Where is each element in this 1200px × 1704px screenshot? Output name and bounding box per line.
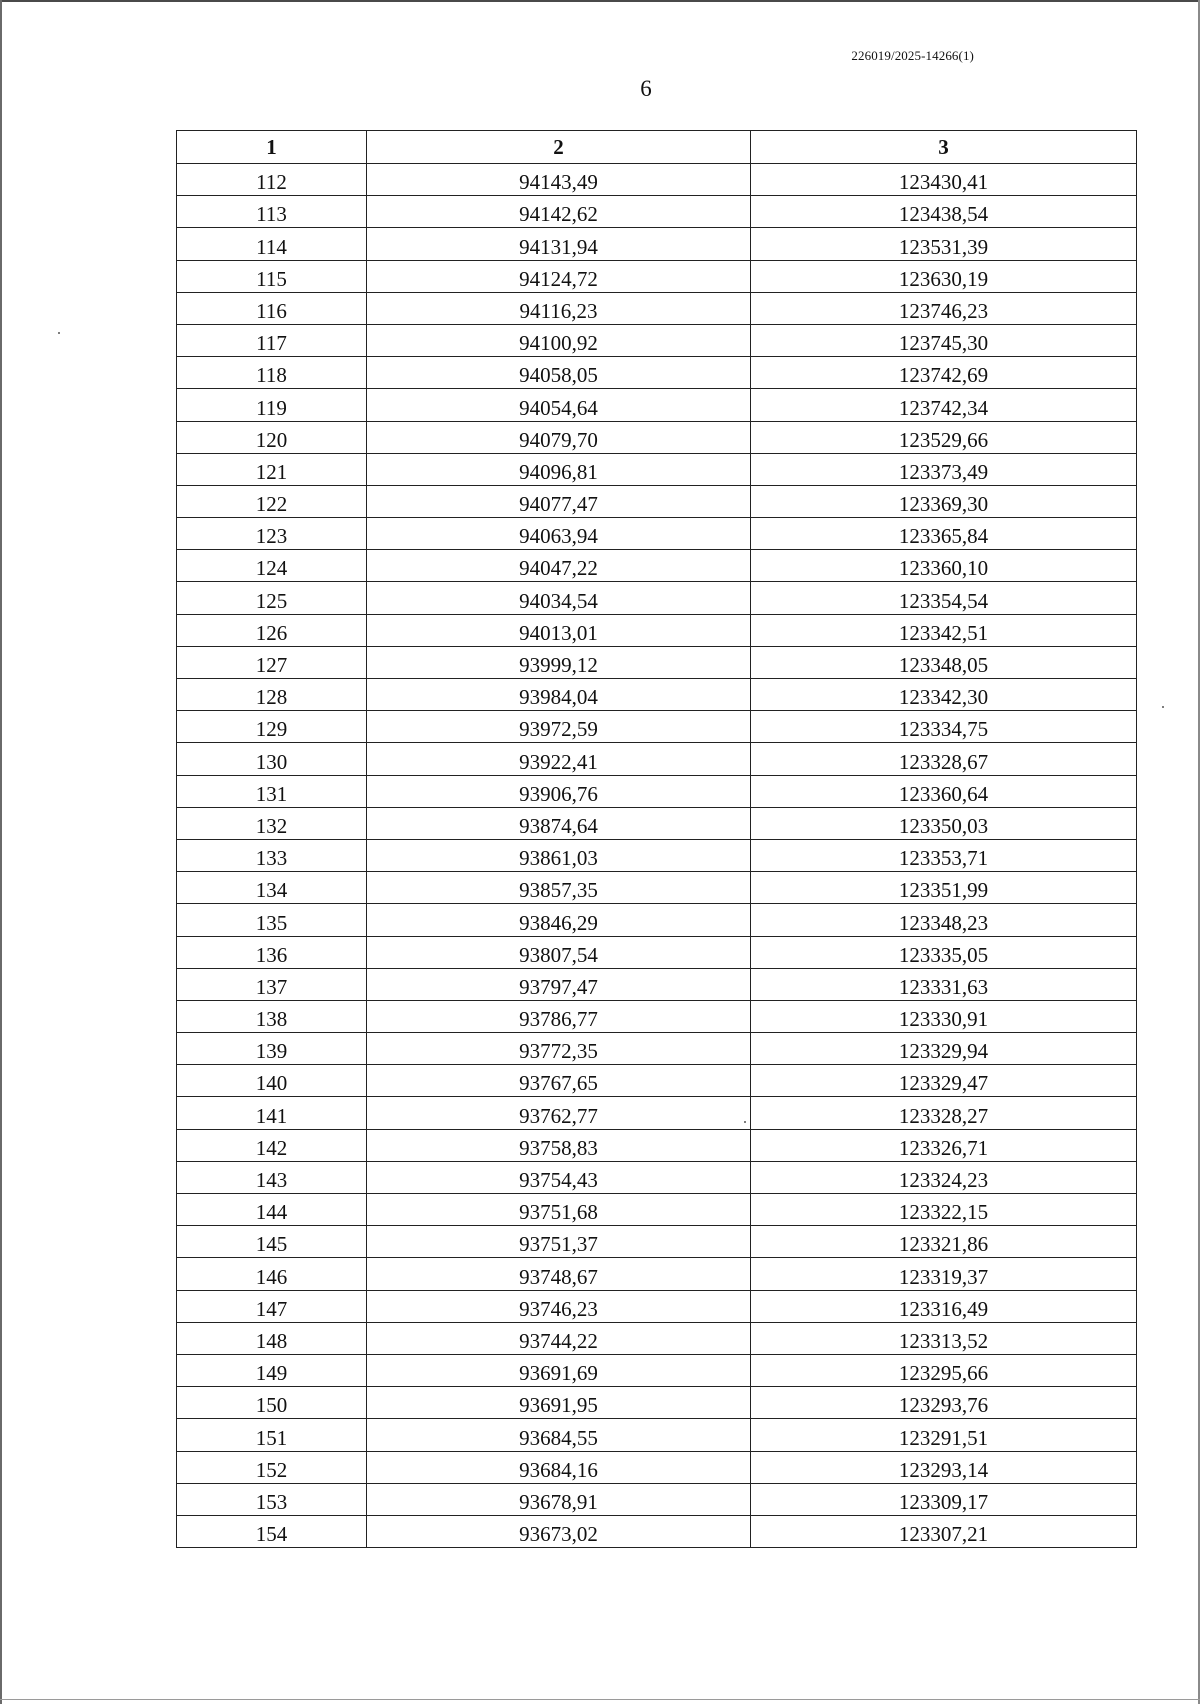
point-number-cell: 117 <box>177 324 367 356</box>
coordinate-x-cell: 93684,55 <box>367 1419 751 1451</box>
coordinate-x-cell: 94013,01 <box>367 614 751 646</box>
coordinate-x-cell: 93972,59 <box>367 711 751 743</box>
point-number-cell: 120 <box>177 421 367 453</box>
coordinate-x-cell: 94116,23 <box>367 292 751 324</box>
coordinate-y-cell: 123350,03 <box>751 807 1137 839</box>
table-row <box>177 1515 1137 1547</box>
point-number-cell: 134 <box>177 872 367 904</box>
point-number-cell: 136 <box>177 936 367 968</box>
table-row <box>177 1194 1137 1226</box>
table-row <box>177 228 1137 260</box>
coordinate-y-cell: 123324,23 <box>751 1161 1137 1193</box>
point-number-cell: 132 <box>177 807 367 839</box>
coordinate-x-cell: 94124,72 <box>367 260 751 292</box>
coordinate-y-cell: 123334,75 <box>751 711 1137 743</box>
coordinate-y-cell: 123329,47 <box>751 1065 1137 1097</box>
coordinate-y-cell: 123351,99 <box>751 872 1137 904</box>
coordinate-y-cell: 123354,54 <box>751 582 1137 614</box>
table-row <box>177 164 1137 196</box>
coordinate-x-cell: 94143,49 <box>367 164 751 196</box>
point-number-cell: 125 <box>177 582 367 614</box>
point-number-cell: 142 <box>177 1129 367 1161</box>
coordinate-x-cell: 93758,83 <box>367 1129 751 1161</box>
table-row <box>177 485 1137 517</box>
coordinate-y-cell: 123319,37 <box>751 1258 1137 1290</box>
coordinate-x-cell: 93748,67 <box>367 1258 751 1290</box>
table-row <box>177 1451 1137 1483</box>
point-number-cell: 113 <box>177 196 367 228</box>
coordinate-y-cell: 123316,49 <box>751 1290 1137 1322</box>
point-number-cell: 151 <box>177 1419 367 1451</box>
table-row <box>177 1483 1137 1515</box>
coordinate-x-cell: 94063,94 <box>367 518 751 550</box>
coordinate-y-cell: 123745,30 <box>751 324 1137 356</box>
coordinate-y-cell: 123430,41 <box>751 164 1137 196</box>
table-row <box>177 1322 1137 1354</box>
page-border-left <box>0 0 2 1704</box>
coordinate-y-cell: 123321,86 <box>751 1226 1137 1258</box>
scan-speck <box>1162 706 1164 708</box>
point-number-cell: 150 <box>177 1387 367 1419</box>
coordinate-x-cell: 93762,77 <box>367 1097 751 1129</box>
table-row <box>177 743 1137 775</box>
page-border-bottom <box>0 1699 1200 1700</box>
coordinate-x-cell: 93874,64 <box>367 807 751 839</box>
table-row <box>177 518 1137 550</box>
coordinate-x-cell: 93678,91 <box>367 1483 751 1515</box>
coordinate-y-cell: 123309,17 <box>751 1483 1137 1515</box>
point-number-cell: 114 <box>177 228 367 260</box>
coordinate-x-cell: 93857,35 <box>367 872 751 904</box>
coordinate-y-cell: 123293,14 <box>751 1451 1137 1483</box>
coordinate-x-cell: 93767,65 <box>367 1065 751 1097</box>
table-row <box>177 711 1137 743</box>
table-row <box>177 646 1137 678</box>
table-row <box>177 1129 1137 1161</box>
coordinate-y-cell: 123331,63 <box>751 968 1137 1000</box>
column-header: 1 <box>177 131 367 164</box>
point-number-cell: 129 <box>177 711 367 743</box>
coordinate-x-cell: 94077,47 <box>367 485 751 517</box>
table-row <box>177 1000 1137 1032</box>
table-row <box>177 196 1137 228</box>
point-number-cell: 131 <box>177 775 367 807</box>
table-row <box>177 872 1137 904</box>
point-number-cell: 143 <box>177 1161 367 1193</box>
coordinate-y-cell: 123307,21 <box>751 1515 1137 1547</box>
table-row <box>177 1419 1137 1451</box>
point-number-cell: 123 <box>177 518 367 550</box>
table-row <box>177 260 1137 292</box>
coordinate-y-cell: 123293,76 <box>751 1387 1137 1419</box>
column-header: 3 <box>751 131 1137 164</box>
coordinate-x-cell: 94054,64 <box>367 389 751 421</box>
coordinate-x-cell: 93786,77 <box>367 1000 751 1032</box>
point-number-cell: 135 <box>177 904 367 936</box>
page-border-top <box>0 0 1200 2</box>
coordinate-y-cell: 123373,49 <box>751 453 1137 485</box>
coordinate-y-cell: 123348,23 <box>751 904 1137 936</box>
point-number-cell: 140 <box>177 1065 367 1097</box>
point-number-cell: 130 <box>177 743 367 775</box>
coordinate-y-cell: 123335,05 <box>751 936 1137 968</box>
coordinate-y-cell: 123342,30 <box>751 679 1137 711</box>
point-number-cell: 112 <box>177 164 367 196</box>
table-row <box>177 453 1137 485</box>
table-row <box>177 936 1137 968</box>
column-header: 2 <box>367 131 751 164</box>
point-number-cell: 153 <box>177 1483 367 1515</box>
coordinate-x-cell: 93691,95 <box>367 1387 751 1419</box>
point-number-cell: 138 <box>177 1000 367 1032</box>
point-number-cell: 127 <box>177 646 367 678</box>
point-number-cell: 116 <box>177 292 367 324</box>
coordinate-y-cell: 123369,30 <box>751 485 1137 517</box>
point-number-cell: 122 <box>177 485 367 517</box>
point-number-cell: 146 <box>177 1258 367 1290</box>
table-row <box>177 614 1137 646</box>
table-row <box>177 1354 1137 1386</box>
coordinate-x-cell: 94034,54 <box>367 582 751 614</box>
coordinate-y-cell: 123531,39 <box>751 228 1137 260</box>
table-row <box>177 904 1137 936</box>
coordinate-y-cell: 123630,19 <box>751 260 1137 292</box>
table-header <box>177 131 1137 164</box>
point-number-cell: 149 <box>177 1354 367 1386</box>
point-number-cell: 152 <box>177 1451 367 1483</box>
table-row <box>177 1258 1137 1290</box>
coordinate-x-cell: 93846,29 <box>367 904 751 936</box>
coordinate-y-cell: 123329,94 <box>751 1033 1137 1065</box>
point-number-cell: 118 <box>177 357 367 389</box>
coordinate-y-cell: 123313,52 <box>751 1322 1137 1354</box>
coordinate-x-cell: 93772,35 <box>367 1033 751 1065</box>
table-row <box>177 389 1137 421</box>
coordinate-x-cell: 94047,22 <box>367 550 751 582</box>
coordinate-x-cell: 93746,23 <box>367 1290 751 1322</box>
coordinate-x-cell: 93744,22 <box>367 1322 751 1354</box>
header-row <box>177 131 1137 164</box>
coordinate-y-cell: 123360,64 <box>751 775 1137 807</box>
coordinate-x-cell: 93684,16 <box>367 1451 751 1483</box>
table-row <box>177 968 1137 1000</box>
point-number-cell: 139 <box>177 1033 367 1065</box>
document-id: 226019/2025-14266(1) <box>851 48 974 63</box>
table-row <box>177 679 1137 711</box>
table-row <box>177 582 1137 614</box>
coordinate-x-cell: 93807,54 <box>367 936 751 968</box>
table-row <box>177 1033 1137 1065</box>
point-number-cell: 154 <box>177 1515 367 1547</box>
table-row <box>177 1065 1137 1097</box>
coordinate-x-cell: 93984,04 <box>367 679 751 711</box>
point-number-cell: 121 <box>177 453 367 485</box>
coordinate-y-cell: 123438,54 <box>751 196 1137 228</box>
coordinate-x-cell: 93861,03 <box>367 839 751 871</box>
coordinate-y-cell: 123742,34 <box>751 389 1137 421</box>
coordinate-y-cell: 123360,10 <box>751 550 1137 582</box>
coordinate-x-cell: 93691,69 <box>367 1354 751 1386</box>
point-number-cell: 141 <box>177 1097 367 1129</box>
table-row <box>177 357 1137 389</box>
coordinate-x-cell: 94096,81 <box>367 453 751 485</box>
page-number: 6 <box>640 76 652 101</box>
point-number-cell: 137 <box>177 968 367 1000</box>
coordinate-y-cell: 123295,66 <box>751 1354 1137 1386</box>
coordinate-x-cell: 93906,76 <box>367 775 751 807</box>
table-row <box>177 1387 1137 1419</box>
coordinate-x-cell: 94131,94 <box>367 228 751 260</box>
table-row <box>177 550 1137 582</box>
table-row <box>177 421 1137 453</box>
coordinate-y-cell: 123365,84 <box>751 518 1137 550</box>
point-number-cell: 115 <box>177 260 367 292</box>
coordinate-y-cell: 123742,69 <box>751 357 1137 389</box>
coordinate-y-cell: 123328,27 <box>751 1097 1137 1129</box>
table-row <box>177 775 1137 807</box>
coordinate-x-cell: 93673,02 <box>367 1515 751 1547</box>
coordinate-y-cell: 123342,51 <box>751 614 1137 646</box>
coordinate-y-cell: 123330,91 <box>751 1000 1137 1032</box>
point-number-cell: 124 <box>177 550 367 582</box>
table-row <box>177 292 1137 324</box>
coordinate-x-cell: 93797,47 <box>367 968 751 1000</box>
point-number-cell: 128 <box>177 679 367 711</box>
coordinate-x-cell: 93754,43 <box>367 1161 751 1193</box>
point-number-cell: 145 <box>177 1226 367 1258</box>
coordinate-x-cell: 94079,70 <box>367 421 751 453</box>
coordinate-y-cell: 123328,67 <box>751 743 1137 775</box>
point-number-cell: 144 <box>177 1194 367 1226</box>
coordinate-y-cell: 123746,23 <box>751 292 1137 324</box>
table-body <box>177 164 1137 1548</box>
point-number-cell: 148 <box>177 1322 367 1354</box>
table-row <box>177 839 1137 871</box>
coordinate-x-cell: 93999,12 <box>367 646 751 678</box>
table-row <box>177 1290 1137 1322</box>
coordinate-y-cell: 123291,51 <box>751 1419 1137 1451</box>
coordinate-x-cell: 94100,92 <box>367 324 751 356</box>
coordinate-y-cell: 123348,05 <box>751 646 1137 678</box>
coordinate-x-cell: 94142,62 <box>367 196 751 228</box>
point-number-cell: 133 <box>177 839 367 871</box>
table-row <box>177 1226 1137 1258</box>
coordinate-x-cell: 93751,68 <box>367 1194 751 1226</box>
point-number-cell: 119 <box>177 389 367 421</box>
table-row <box>177 807 1137 839</box>
coordinate-x-cell: 93751,37 <box>367 1226 751 1258</box>
scan-speck <box>58 332 60 334</box>
coordinate-y-cell: 123529,66 <box>751 421 1137 453</box>
coordinate-y-cell: 123326,71 <box>751 1129 1137 1161</box>
point-number-cell: 147 <box>177 1290 367 1322</box>
coordinates-table <box>176 130 1137 1548</box>
table-row <box>177 1097 1137 1129</box>
coordinate-x-cell: 94058,05 <box>367 357 751 389</box>
coordinate-x-cell: 93922,41 <box>367 743 751 775</box>
table-row <box>177 324 1137 356</box>
table-row <box>177 1161 1137 1193</box>
coordinate-y-cell: 123353,71 <box>751 839 1137 871</box>
coordinate-y-cell: 123322,15 <box>751 1194 1137 1226</box>
point-number-cell: 126 <box>177 614 367 646</box>
